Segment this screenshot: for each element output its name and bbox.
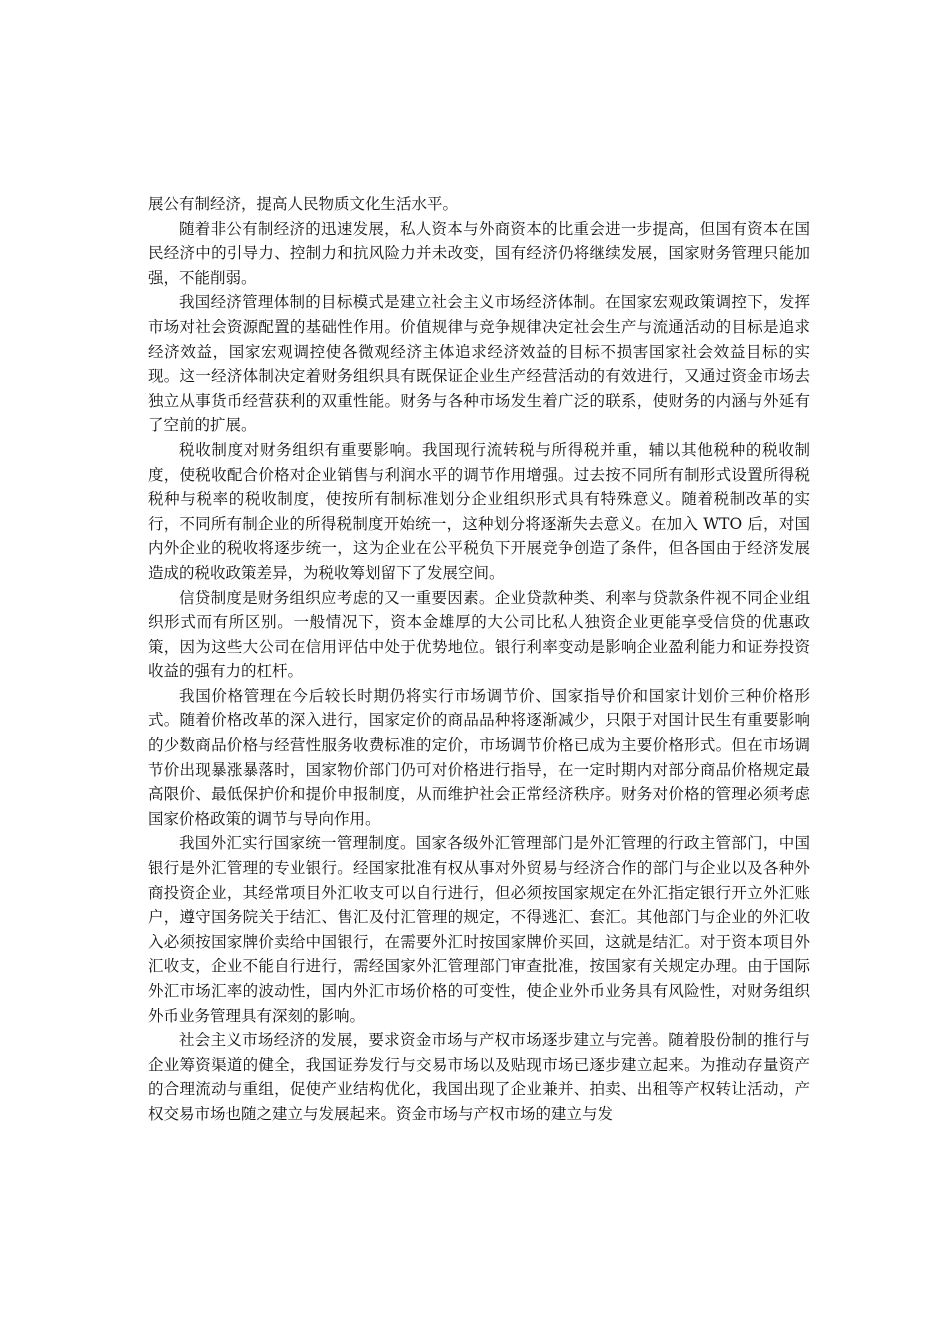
- paragraph-3: 我国经济管理体制的目标模式是建立社会主义市场经济体制。在国家宏观政策调控下，发挥市场对社会资源配置的基础性作用。价值规律与竞争规律决定社会生产与流通活动的目标是追求经济效益，国家宏观调控使各微观经济主体追求经济效益的目标不损害国家社会效益目标的实现。这一经济体制决定着财务组织具有既保证企业生产经营活动的有效进行，又通过资金市场去独立从事货币经营获利的双重性能。财务与各种市场发生着广泛的联系，使财务的内涵与外延有了空前的扩展。: [148, 293, 810, 435]
- paragraph-6: 我国价格管理在今后较长时期仍将实行市场调节价、国家指导价和国家计划价三种价格形式。随着价格改革的深入进行，国家定价的商品品种将逐渐减少，只限于对国计民生有重要影响的少数商品价格与经营性服务收费标准的定价，市场调节价格已成为主要价格形式。但在市场调节价出现暴涨暴落时，国家物价部门仍可对价格进行指导，在一定时期内对部分商品价格规定最高限价、最低保护价和提价申报制度，从而维护社会正常经济秩序。财务对价格的管理必须考虑国家价格政策的调节与导向作用。: [148, 686, 810, 828]
- paragraph-4: 税收制度对财务组织有重要影响。我国现行流转税与所得税并重，辅以其他税种的税收制度，使税收配合价格对企业销售与利润水平的调节作用增强。过去按不同所有制形式设置所得税税种与税率的税收制度，使按所有制标准划分企业组织形式具有特殊意义。随着税制改革的实行，不同所有制企业的所得税制度开始统一，这种划分将逐渐失去意义。在加入 WTO 后，对国内外企业的税收将逐步统一，这为企业在公平税负下开展竞争创造了条件，但各国由于经济发展造成的税收政策差异，为税收筹划留下了发展空间。: [148, 440, 810, 582]
- paragraph-1: 展公有制经济，提高人民物质文化生活水平。: [148, 195, 459, 213]
- document-page: [148, 192, 810, 1127]
- paragraph-5: 信贷制度是财务组织应考虑的又一重要因素。企业贷款种类、利率与贷款条件视不同企业组织形式而有所区别。一般情况下，资本金雄厚的大公司比私人独资企业更能享受信贷的优惠政策，因为这些大公司在信用评估中处于优势地位。银行利率变动是影响企业盈利能力和证券投资收益的强有力的杠杆。: [148, 588, 810, 681]
- paragraph-7: 我国外汇实行国家统一管理制度。国家各级外汇管理部门是外汇管理的行政主管部门，中国银行是外汇管理的专业银行。经国家批准有权从事对外贸易与经济合作的部门与企业以及各种外商投资企业，其经常项目外汇收支可以自行进行，但必须按国家规定在外汇指定银行开立外汇账户，遵守国务院关于结汇、售汇及付汇管理的规定，不得逃汇、套汇。其他部门与企业的外汇收入必须按国家牌价卖给中国银行，在需要外汇时按国家牌价买回，这就是结汇。对于资本项目外汇收支，企业不能自行进行，需经国家外汇管理部门审查批准，按国家有关规定办理。由于国际外汇市场汇率的波动性，国内外汇市场价格的可变性，使企业外币业务具有风险性，对财务组织外币业务管理具有深刻的影响。: [148, 834, 810, 1025]
- paragraph-8: 社会主义市场经济的发展，要求资金市场与产权市场逐步建立与完善。随着股份制的推行与企业筹资渠道的健全，我国证券发行与交易市场以及贴现市场已逐步建立起来。为推动存量资产的合理流动与重组，促使产业结构优化，我国出现了企业兼并、拍卖、出租等产权转让活动，产权交易市场也随之建立与发展起来。资金市场与产权市场的建立与发: [148, 1031, 810, 1123]
- paragraph-2: 随着非公有制经济的迅速发展，私人资本与外商资本的比重会进一步提高，但国有资本在国民经济中的引导力、控制力和抗风险力并未改变，国有经济仍将继续发展，国家财务管理只能加强，不能削弱。: [148, 219, 810, 287]
